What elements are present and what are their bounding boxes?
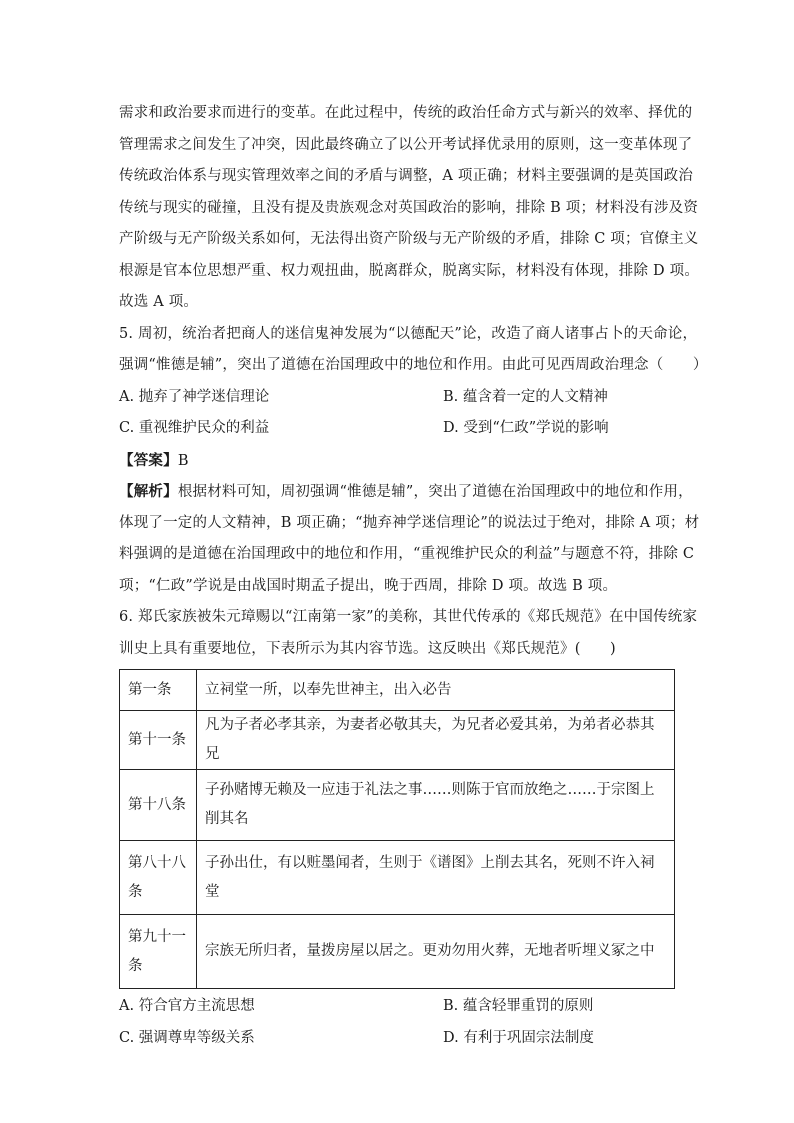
analysis-label: 【解析】 — [119, 483, 178, 500]
text-line: 需求和政治要求而进行的变革。在此过程中，传统的政治任命方式与新兴的效率、择优的 — [119, 105, 693, 121]
option-d: D. 受到“仁政”学说的影响 — [443, 420, 609, 436]
option-c: C. 重视维护民众的利益 — [119, 420, 270, 436]
analysis-text: 根据材料可知，周初强调“惟德是辅”，突出了道德在治国理政中的地位和作用， — [177, 484, 693, 500]
question-5 — [119, 319, 708, 603]
article-cell: 第八十八条 — [120, 841, 197, 915]
answer-label: 【答案】 — [119, 451, 178, 469]
previous-explanation — [119, 98, 700, 319]
analysis-line: 料强调的是道德在治国理政中的地位和作用，“重视维护民众的利益”与题意不符，排除 C — [119, 546, 695, 562]
content-cell: 立祠堂一所，以奉先世神主，出入必告 — [197, 670, 675, 711]
table-row — [120, 711, 675, 770]
option-a: A. 符合官方主流思想 — [119, 998, 255, 1014]
answer-line — [119, 445, 679, 477]
analysis-line: 体现了一定的人文精神，B 项正确；“抛弃神学迷信理论”的说法过于绝对，排除 A 项；材 — [119, 514, 700, 531]
question-stem-line: 5. 周初，统治者把商人的迷信鬼神发展为“以德配天”论，改造了商人诸事占卜的天命论， — [119, 325, 698, 342]
question-stem-line: 强调“惟德是辅”，突出了道德在治国理政中的地位和作用。由此可见西周政治理念（ ） — [119, 357, 708, 373]
option-b: B. 蕴含着一定的人文精神 — [443, 388, 608, 405]
content-cell: 宗族无所归者，量拨房屋以居之。更劝勿用火葬，无地者听埋义冢之中 — [197, 915, 675, 989]
table-row — [120, 915, 675, 989]
text-line: 故选 A 项。 — [119, 294, 199, 310]
article-cell: 第一条 — [120, 670, 197, 711]
option-a: A. 抛弃了神学迷信理论 — [119, 388, 270, 405]
option-d: D. 有利于巩固宗法制度 — [443, 1029, 594, 1046]
question-stem-line: 训史上具有重要地位，下表所示为其内容节选。这反映出《郑氏规范》( ) — [119, 640, 616, 657]
article-cell: 第九十一条 — [120, 915, 197, 989]
table-row — [120, 770, 675, 841]
article-cell: 第十一条 — [120, 711, 197, 770]
content-cell: 子孙出仕，有以赃墨闻者，生则于《谱图》上削去其名，死则不许入祠堂 — [197, 841, 675, 915]
content-cell: 子孙赌博无赖及一应违于礼法之事……则陈于官而放绝之……于宗图上削其名 — [197, 770, 675, 841]
answer-value: B — [177, 452, 189, 469]
table-row — [120, 841, 675, 915]
options-row — [119, 413, 679, 445]
options-row — [119, 991, 679, 1023]
option-c: C. 强调尊卑等级关系 — [119, 1029, 255, 1046]
question-stem-line: 6. 郑氏家族被朱元璋赐以“江南第一家”的美称，其世代传承的《郑氏规范》在中国传统家 — [119, 609, 698, 625]
analysis-line: 项；“仁政”学说是由战国时期孟子提出，晚于西周，排除 D 项。故选 B 项。 — [119, 577, 618, 594]
text-line: 根源是官本位思想严重、权力观扭曲，脱离群众，脱离实际，材料没有体现，排除 D 项。 — [119, 262, 700, 279]
article-cell: 第十八条 — [120, 770, 197, 841]
options-row — [119, 1023, 679, 1055]
text-line: 传统与现实的碰撞，且没有提及贵族观念对英国政治的影响，排除 B 项；材料没有涉及资 — [119, 199, 699, 216]
text-line: 传统政治体系与现实管理效率之间的矛盾与调整，A 项正确；材料主要强调的是英国政治 — [119, 168, 694, 184]
analysis-line — [119, 476, 693, 508]
question-6 — [119, 602, 698, 1054]
table-row — [120, 670, 675, 711]
page-content — [119, 98, 708, 1054]
text-line: 产阶级与无产阶级关系如何，无法得出资产阶级与无产阶级的矛盾，排除 C 项；官僚主义 — [119, 231, 699, 247]
text-line: 管理需求之间发生了冲突，因此最终确立了以公开考试择优录用的原则，这一变革体现了 — [119, 136, 693, 153]
options-row — [119, 382, 679, 414]
family-rules-table — [119, 669, 675, 989]
option-b: B. 蕴含轻罪重罚的原则 — [443, 998, 594, 1014]
content-cell: 凡为子者必孝其亲，为妻者必敬其夫，为兄者必爱其弟，为弟者必恭其兄 — [197, 711, 675, 770]
